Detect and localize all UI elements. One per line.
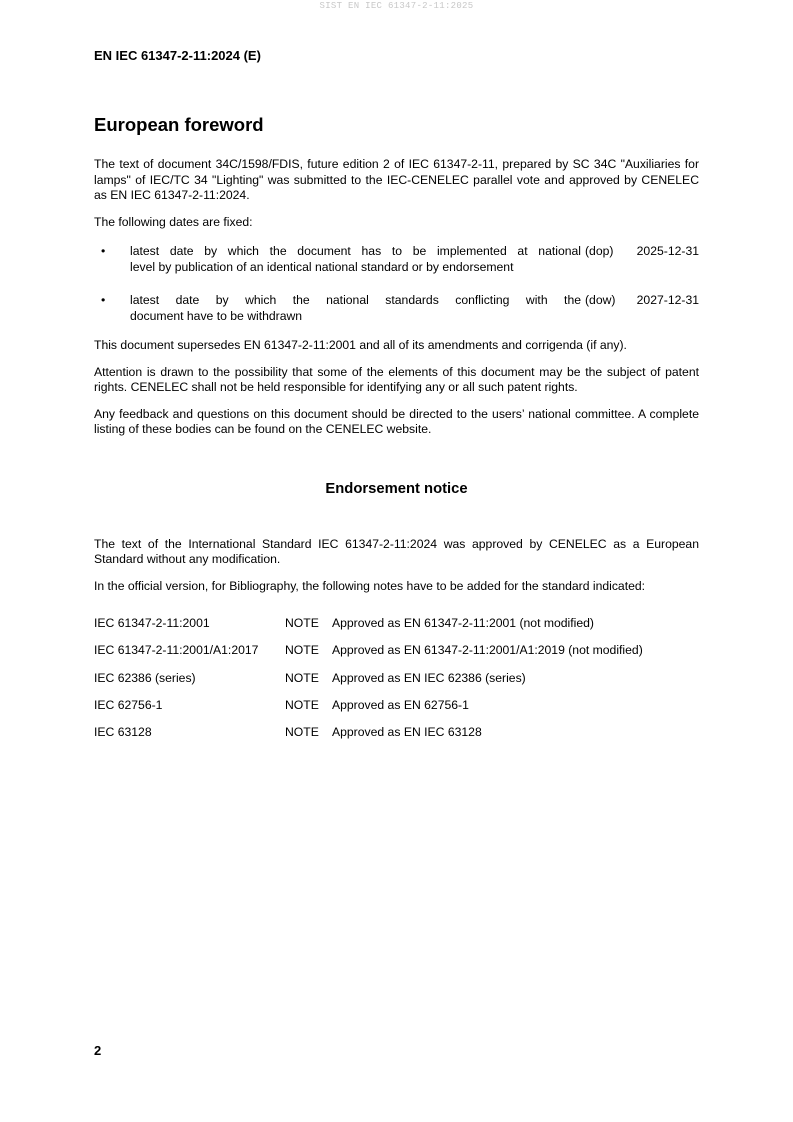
note-label: NOTE <box>285 670 319 685</box>
dates-intro: The following dates are fixed: <box>94 214 253 229</box>
note-label: NOTE <box>285 643 319 658</box>
note-label: NOTE <box>285 725 319 740</box>
feedback-paragraph: Any feedback and questions on this document should be directed to the users’ national committee. A complete listing of these bodies can be found on the CENELEC website. <box>94 406 699 436</box>
foreword-title: European foreword <box>94 114 264 135</box>
note-standard: IEC 63128 <box>94 725 152 740</box>
supersedes-paragraph: This document supersedes EN 61347-2-11:2001 and all of its amendments and corrigenda (if any). <box>94 338 627 352</box>
note-row <box>94 643 699 659</box>
patent-paragraph: Attention is drawn to the possibility that some of the elements of this document may be the subject of patent rights. CENELEC shall not be held responsible for identifying any or all such patent rights. <box>94 364 699 394</box>
note-label: NOTE <box>285 616 319 630</box>
date-item-dop <box>94 244 699 275</box>
note-row <box>94 725 699 741</box>
date-description-line1: latest date by which the national standards conflicting with the <box>130 293 581 307</box>
dates-list <box>94 244 699 324</box>
page-content <box>94 114 699 752</box>
date-value: 2027-12-31 <box>636 293 699 307</box>
note-row <box>94 671 699 687</box>
note-standard: IEC 61347-2-11:2001/A1:2017 <box>94 643 259 658</box>
date-value: 2025-12-31 <box>636 244 699 258</box>
note-text: Approved as EN IEC 62386 (series) <box>332 670 526 685</box>
note-standard: IEC 61347-2-11:2001 <box>94 616 210 630</box>
date-description-line1: latest date by which the document has to be implemented at national <box>130 244 581 258</box>
date-item-dow <box>94 293 699 324</box>
page-number: 2 <box>94 1043 102 1058</box>
foreword-intro: The text of document 34C/1598/FDIS, future edition 2 of IEC 61347-2-11, prepared by SC 34C "Auxiliaries for lamps" of IEC/TC 34 "Lighting" was submitted to the IEC-CENELEC parallel vote and approved by CENELEC as EN IEC 61347-2-11:2024. <box>94 157 699 202</box>
watermark: SIST EN IEC 61347-2-11:2025 <box>319 1 474 11</box>
date-abbr: (dop) <box>585 244 614 258</box>
note-text: Approved as EN 62756-1 <box>332 697 469 712</box>
date-description-line2: document have to be withdrawn <box>130 308 303 323</box>
date-abbr: (dow) <box>585 293 616 307</box>
note-text: Approved as EN 61347-2-11:2001 (not modified) <box>332 616 594 630</box>
note-label: NOTE <box>285 697 319 712</box>
bibliography-notes <box>94 616 699 741</box>
note-standard: IEC 62756-1 <box>94 697 163 712</box>
date-description-line2: level by publication of an identical national standard or by endorsement <box>130 259 514 274</box>
note-text: Approved as EN IEC 63128 <box>332 725 482 740</box>
document-id-header: EN IEC 61347-2-11:2024 (E) <box>94 48 261 63</box>
bibliography-intro: In the official version, for Bibliography, the following notes have to be added for the standard indicated: <box>94 578 646 593</box>
endorsement-title: Endorsement notice <box>325 480 468 497</box>
bullet-icon: • <box>101 244 106 258</box>
date-description <box>130 293 581 324</box>
bullet-icon: • <box>101 293 106 307</box>
note-text: Approved as EN 61347-2-11:2001/A1:2019 (not modified) <box>332 643 643 658</box>
note-standard: IEC 62386 (series) <box>94 670 196 685</box>
note-row <box>94 698 699 714</box>
note-row <box>94 616 699 632</box>
date-description <box>130 244 581 275</box>
endorsement-text: The text of the International Standard IEC 61347-2-11:2024 was approved by CENELEC as a European Standard without any modification. <box>94 536 699 566</box>
